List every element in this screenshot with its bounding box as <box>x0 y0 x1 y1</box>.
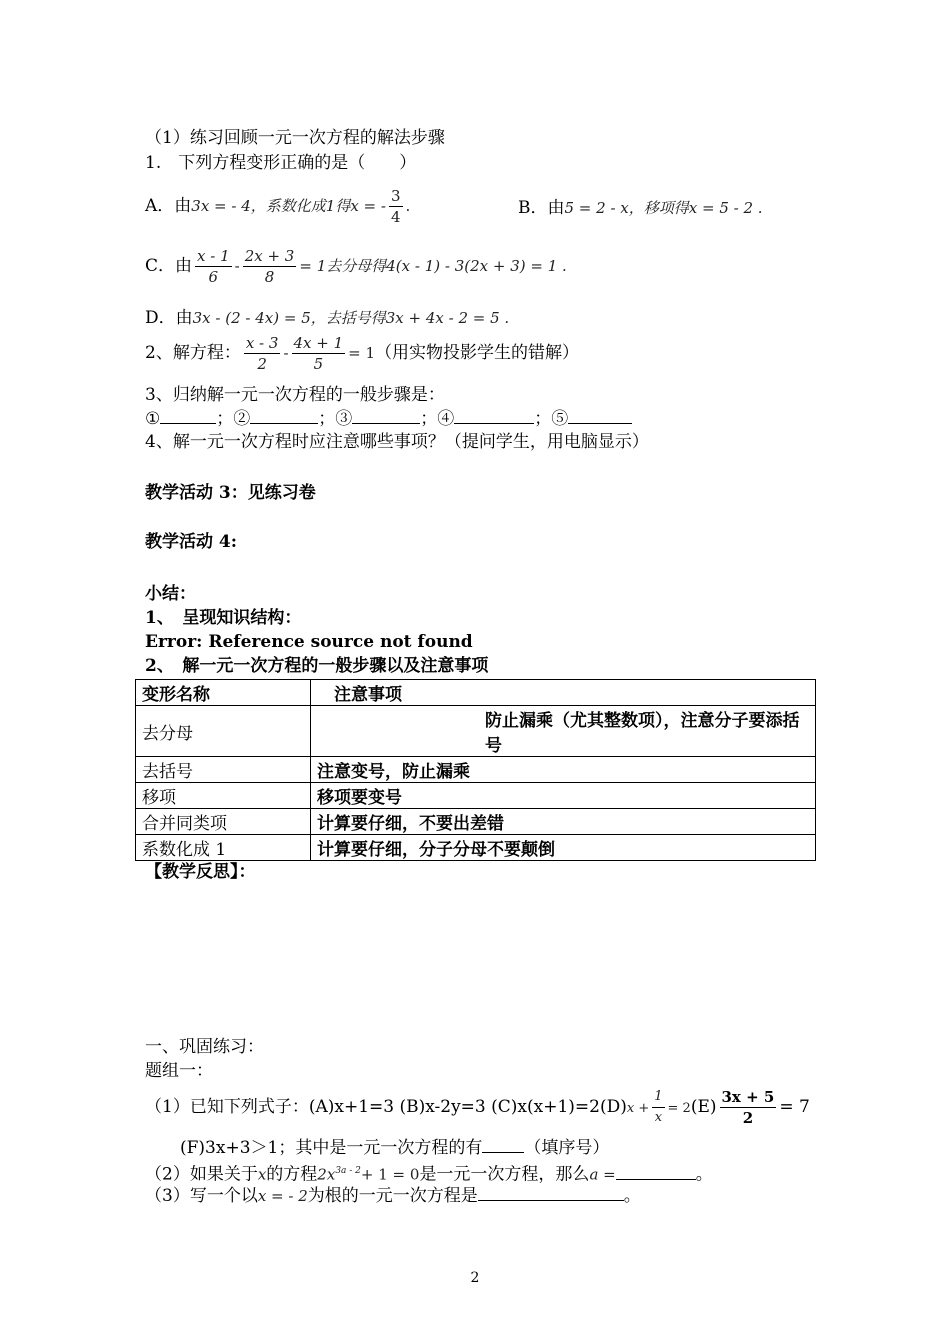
option-b-label: B．由 <box>518 198 565 218</box>
option-c <box>145 246 567 287</box>
table-header-cell: 变形名称 <box>136 680 311 706</box>
option-d <box>145 307 509 329</box>
question-2-minus: - <box>283 344 289 362</box>
answer-blank-3[interactable] <box>478 1184 624 1201</box>
option-a-label: A．由 <box>145 196 192 216</box>
practice-1b-text: (F)3x+3＞1；其中是一元一次方程的有 <box>180 1138 483 1158</box>
option-d-equation: 3x - (2 - 4x) = 5，去括号得3x + 4x - 2 = 5 . <box>192 309 510 327</box>
practice-1-d-pre: x + <box>626 1101 650 1116</box>
table-cell: 去括号 <box>136 757 311 783</box>
practice-1-d-den: x <box>654 1110 663 1125</box>
table-cell: 注意变号，防止漏乘 <box>311 757 816 783</box>
table-cell: 防止漏乘（尤其整数项），注意分子要添括号 <box>311 706 816 757</box>
question-2-label: 2、解方程： <box>145 343 241 363</box>
option-a <box>145 186 410 227</box>
practice-1b-hint: （填序号） <box>524 1138 610 1158</box>
option-c-fraction-2 <box>243 246 297 287</box>
practice-group: 题组一： <box>145 1061 213 1081</box>
question-1: 1. 下列方程变形正确的是（ ） <box>145 153 417 173</box>
option-c-fraction-2-num: 2x + 3 <box>244 247 295 265</box>
practice-2-mid2: 是一元一次方程，那么 <box>419 1164 590 1185</box>
option-a-numerator: 3 <box>390 187 401 205</box>
practice-2-eq-rest: + 1 = 0 <box>360 1165 420 1184</box>
summary-item-1: 1、 呈现知识结构： <box>145 608 302 628</box>
practice-3-root: x = - 2 <box>257 1187 308 1205</box>
step-3-marker: ；③ <box>318 409 353 429</box>
question-3: 3、归纳解一元一次方程的一般步骤是： <box>145 385 445 405</box>
practice-1-d-num: 1 <box>652 1087 664 1108</box>
table-row <box>136 835 816 861</box>
table-row <box>136 757 816 783</box>
table-cell: 合并同类项 <box>136 809 311 835</box>
practice-1-text: （1）已知下列式子：(A)x+1=3 (B)x-2y=3 (C)x(x+1)=2(D) <box>145 1097 627 1117</box>
table-row <box>136 706 816 757</box>
question-2 <box>145 333 579 374</box>
practice-1-d-fraction <box>652 1087 664 1128</box>
step-2-blank[interactable] <box>250 407 318 424</box>
practice-1-e-post: = 7 <box>779 1097 810 1117</box>
table-cell: 移项 <box>136 783 311 809</box>
table-cell: 去分母 <box>136 706 311 757</box>
practice-2 <box>145 1160 713 1186</box>
answer-blank-1[interactable] <box>482 1136 524 1153</box>
practice-2-a: a = <box>589 1165 616 1184</box>
activity-3: 教学活动 3：见练习卷 <box>145 483 316 503</box>
practice-2-pre: （2）如果关于 <box>145 1164 258 1185</box>
practice-1-e-fraction <box>720 1087 777 1128</box>
question-2-fraction-1-den: 2 <box>257 355 267 373</box>
question-2-fraction-1-num: x - 3 <box>245 334 279 352</box>
option-c-fraction-2-den: 8 <box>264 268 275 286</box>
activity-4: 教学活动 4: <box>145 532 238 552</box>
option-a-equation: 3x = - 4，系数化成1得x = - <box>191 197 386 215</box>
practice-1b <box>180 1136 609 1159</box>
practice-3-end: 。 <box>623 1186 641 1206</box>
practice-1-d-post: = 2 <box>667 1101 691 1116</box>
practice-2-end: 。 <box>695 1164 713 1185</box>
step-3-blank[interactable] <box>352 407 420 424</box>
practice-3 <box>145 1184 641 1207</box>
table-header-row <box>136 680 816 706</box>
summary-item-2: 2、 解一元一次方程的一般步骤以及注意事项 <box>145 656 489 676</box>
step-4-blank[interactable] <box>454 407 534 424</box>
option-b-equation: 5 = 2 - x，移项得x = 5 - 2 . <box>564 199 763 217</box>
option-c-fraction-1 <box>195 246 232 287</box>
answer-blank-2[interactable] <box>616 1163 696 1180</box>
practice-1-e-num: 3x + 5 <box>721 1088 775 1106</box>
question-2-fraction-2-num: 4x + 1 <box>293 334 344 352</box>
practice-2-mid: 的方程 <box>266 1164 318 1185</box>
option-a-end: . <box>405 197 411 215</box>
practice-2-var: x <box>257 1165 267 1184</box>
table-cell: 计算要仔细，不要出差错 <box>311 809 816 835</box>
step-5-blank[interactable] <box>568 407 632 424</box>
question-2-fraction-2 <box>292 333 346 374</box>
question-2-fraction-1 <box>244 333 281 374</box>
teaching-reflection: 【教学反思】： <box>145 862 256 882</box>
steps-table <box>135 679 816 861</box>
table-cell: 系数化成 1 <box>136 835 311 861</box>
option-b <box>518 197 763 219</box>
table-cell: 移项要变号 <box>311 783 816 809</box>
table-row <box>136 809 816 835</box>
option-c-label: C．由 <box>145 256 193 276</box>
question-2-fraction-2-den: 5 <box>313 355 324 373</box>
option-a-denominator: 4 <box>390 208 401 226</box>
practice-2-eq-exp: 3a - 2 <box>335 1166 361 1176</box>
table-header-cell: 注意事项 <box>311 680 816 706</box>
practice-1 <box>145 1087 810 1128</box>
practice-3-pre: （3）写一个以 <box>145 1186 258 1206</box>
option-a-fraction <box>389 186 403 227</box>
step-5-marker: ；⑤ <box>534 409 569 429</box>
step-1-blank[interactable] <box>160 407 216 424</box>
steps-blanks <box>145 407 632 430</box>
practice-2-eq-base: 2x <box>317 1165 336 1184</box>
page-number: 2 <box>470 1270 480 1286</box>
table-row <box>136 783 816 809</box>
practice-title: 一、巩固练习： <box>145 1037 264 1057</box>
step-4-marker: ；④ <box>420 409 455 429</box>
table-cell: 计算要仔细，分子分母不要颠倒 <box>311 835 816 861</box>
step-2-marker: ；② <box>216 409 251 429</box>
option-c-fraction-1-den: 6 <box>208 268 219 286</box>
option-c-fraction-1-num: x - 1 <box>197 247 230 265</box>
question-4: 4、解一元一次方程时应注意哪些事项？（提问学生，用电脑显示） <box>145 432 649 452</box>
summary-title: 小结： <box>145 584 196 604</box>
question-2-note: （用实物投影学生的错解） <box>375 343 580 363</box>
option-c-rest: = 1去分母得4(x - 1) - 3(2x + 3) = 1 . <box>299 257 567 275</box>
practice-1-e-label: (E) <box>690 1097 717 1117</box>
step-1-marker: ① <box>145 409 161 429</box>
error-reference: Error: Reference source not found <box>145 632 473 652</box>
practice-3-mid: 为根的一元一次方程是 <box>307 1186 478 1206</box>
question-2-rest: = 1 <box>348 344 376 362</box>
option-c-minus: - <box>234 257 240 275</box>
option-d-label: D．由 <box>145 308 193 328</box>
section-heading: （1）练习回顾一元一次方程的解法步骤 <box>145 128 445 148</box>
practice-1-e-den: 2 <box>742 1109 754 1127</box>
